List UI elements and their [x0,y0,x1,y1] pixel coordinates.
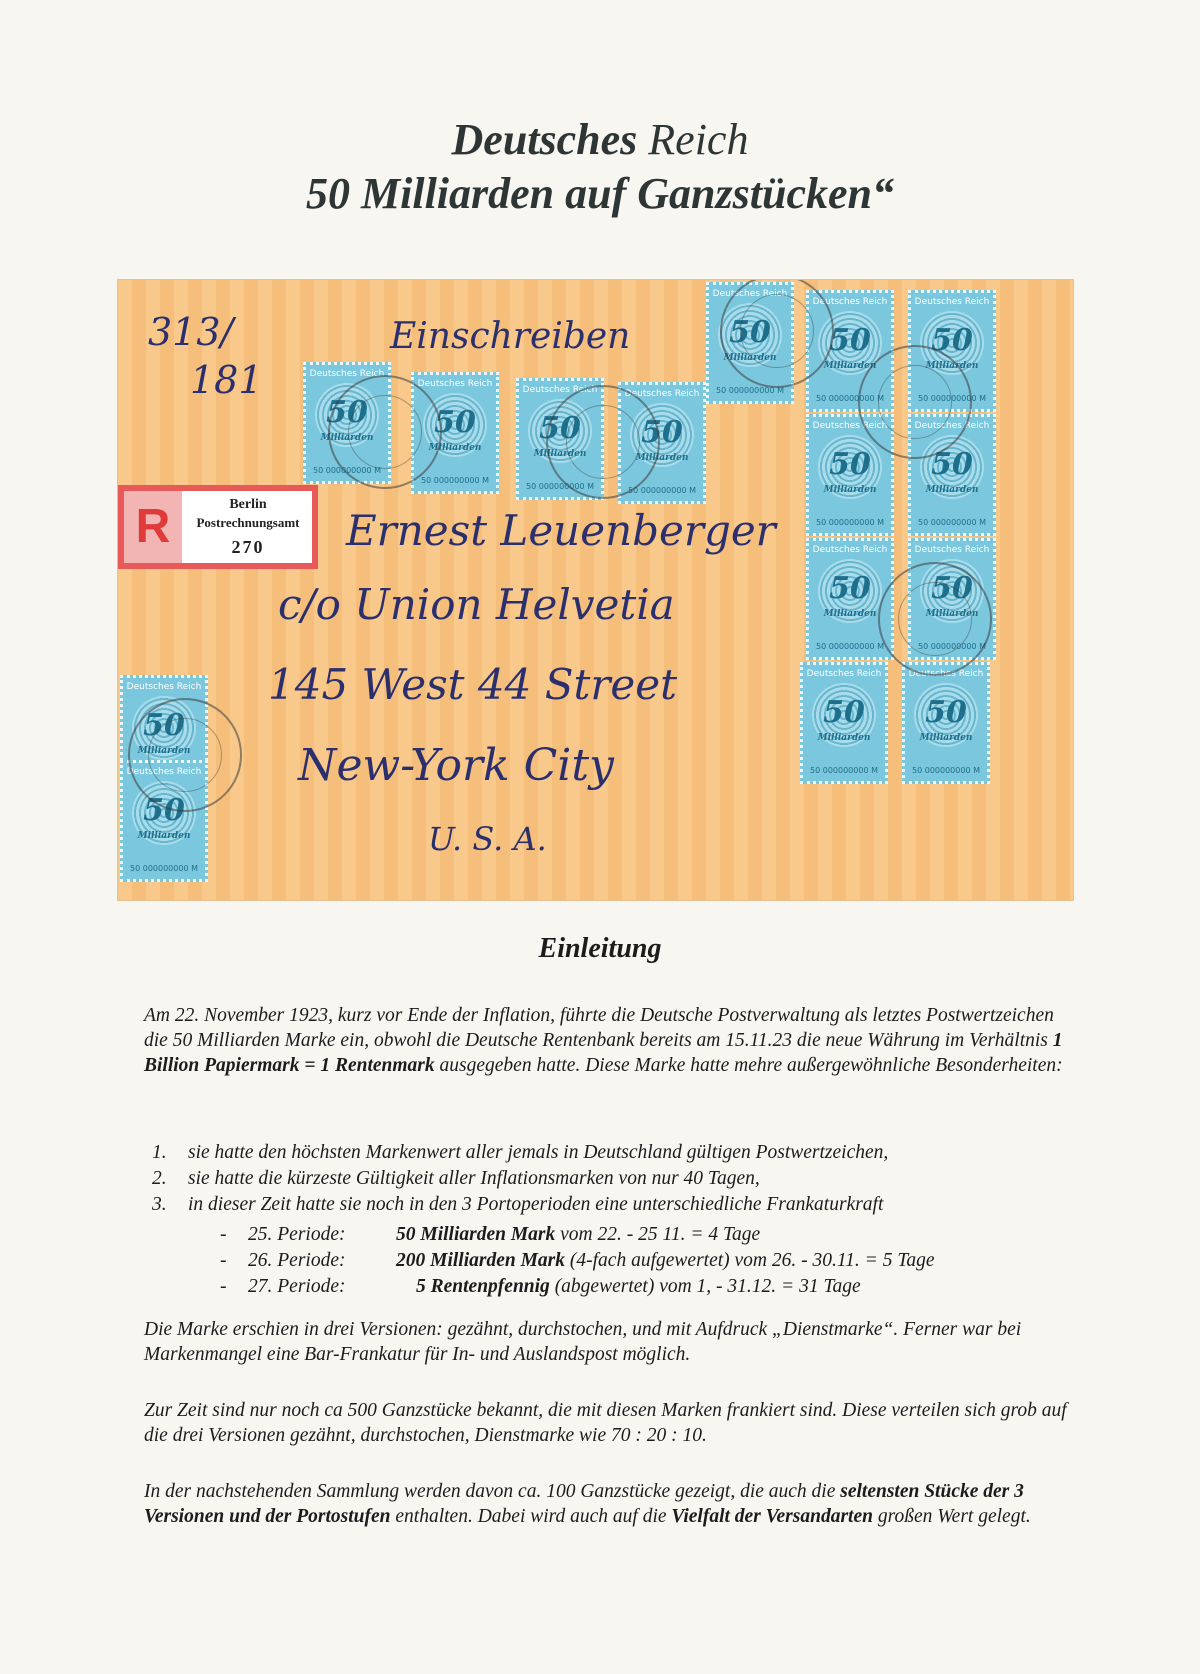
title-word-reich: Reich [648,115,749,164]
list-item: 1. sie hatte den höchsten Markenwert aller jemals in Deutschland gültigen Postwertzeichen, [152,1142,889,1163]
stamp: Deutsches Reich 50 Milliarden 50 000000000 M [618,382,706,504]
page-title-line1 [0,115,1200,164]
stamp: Deutsches Reich 50 Milliarden 50 000000000 M [806,538,894,660]
service-note: Einschreiben [390,316,631,357]
stamp: Deutsches Reich 50 Milliarden 50 000000000 M [806,414,894,536]
stamp: Deutsches Reich 50 Milliarden 50 000000000 M [902,662,990,784]
list-item: 2. sie hatte die kürzeste Gültigkeit aller Inflationsmarken von nur 40 Tagen, [152,1168,760,1189]
registration-city: Berlin [229,497,267,512]
page-title-line2: 50 Milliarden auf Ganzstücken“ [306,169,894,218]
reference-number-bottom: 181 [190,358,263,402]
feature-list [152,1140,1082,1218]
stamp: Deutsches Reich 50 Milliarden 50 000000000 M [706,282,794,404]
stamp: Deutsches Reich 50 Milliarden 50 000000000 M [411,372,499,494]
registration-label [118,485,318,569]
section-heading-einleitung: Einleitung [538,933,662,964]
known-covers-paragraph: Zur Zeit sind nur noch ca 500 Ganzstücke bekannt, die mit diesen Marken frankiert sind. Diese verteilen sich grob auf die drei Versionen gezähnt, durchstochen, Dienstmarke wie 70 : 20 : 10. [144,1400,1067,1446]
stamp: Deutsches Reich 50 Milliarden 50 000000000 M [120,760,208,882]
stamp: Deutsches Reich 50 Milliarden 50 000000000 M [516,378,604,500]
reference-number-top: 313/ [148,310,234,354]
stamp: Deutsches Reich 50 Milliarden 50 000000000 M [303,362,391,484]
registration-office: Postrechnungsamt [196,515,300,530]
intro-paragraph: Am 22. November 1923, kurz vor Ende der Inflation, führte die Deutsche Postverwaltung als letztes Postwertzeichen die 50 Milliarden Marke ein, obwohl die Deutsche Rentenbank bereits am 15.11.23 die neue Währung im Verhältnis 1 Billion Papiermark = 1 Rentenmark ausgegeben hatte. Diese Marke hatte mehre außergewöhnliche Besonderheiten: [144,1005,1063,1076]
address-line-3: 145 West 44 Street [268,660,678,709]
stamp: Deutsches Reich 50 Milliarden 50 000000000 M [908,414,996,536]
registration-number: 270 [231,537,265,557]
postmark [878,562,992,676]
stamp: Deutsches Reich 50 Milliarden 50 000000000 M [806,290,894,412]
address-line-2: c/o Union Helvetia [278,580,675,629]
address-line-1: Ernest Leuenberger [346,506,776,555]
postmark [858,345,972,459]
postmark [128,698,242,812]
collection-paragraph: In der nachstehenden Sammlung werden davon ca. 100 Ganzstücke gezeigt, die auch die seltensten Stücke der 3 Versionen und der Portostufen enthalten. Dabei wird auch auf die Vielfalt der Versandarten großen Wert gelegt. [144,1481,1031,1527]
address-line-5: U. S. A. [428,820,547,858]
stamp: Deutsches Reich 50 Milliarden 50 000000000 M [908,538,996,660]
postmark [546,385,660,499]
title-word-deutsches: Deutsches [451,115,638,164]
stamp: Deutsches Reich 50 Milliarden 50 000000000 M [800,662,888,784]
address-line-4: New-York City [298,740,614,791]
registration-letter: R [124,491,182,563]
versions-paragraph: Die Marke erschien in drei Versionen: gezähnt, durchstochen, und mit Aufdruck „Dienstmarke“. Ferner war bei Markenmangel eine Bar-Frankatur für In- und Auslandspost möglich. [144,1319,1022,1365]
list-item: 3. in dieser Zeit hatte sie noch in den 3 Portoperioden eine unterschiedliche Frankaturkraft [152,1194,884,1215]
postmark [328,375,442,489]
stamp: Deutsches Reich 50 Milliarden [120,675,208,797]
stamp: Deutsches Reich 50 Milliarden 50 000000000 M [908,290,996,412]
registered-cover-image [118,280,1073,900]
